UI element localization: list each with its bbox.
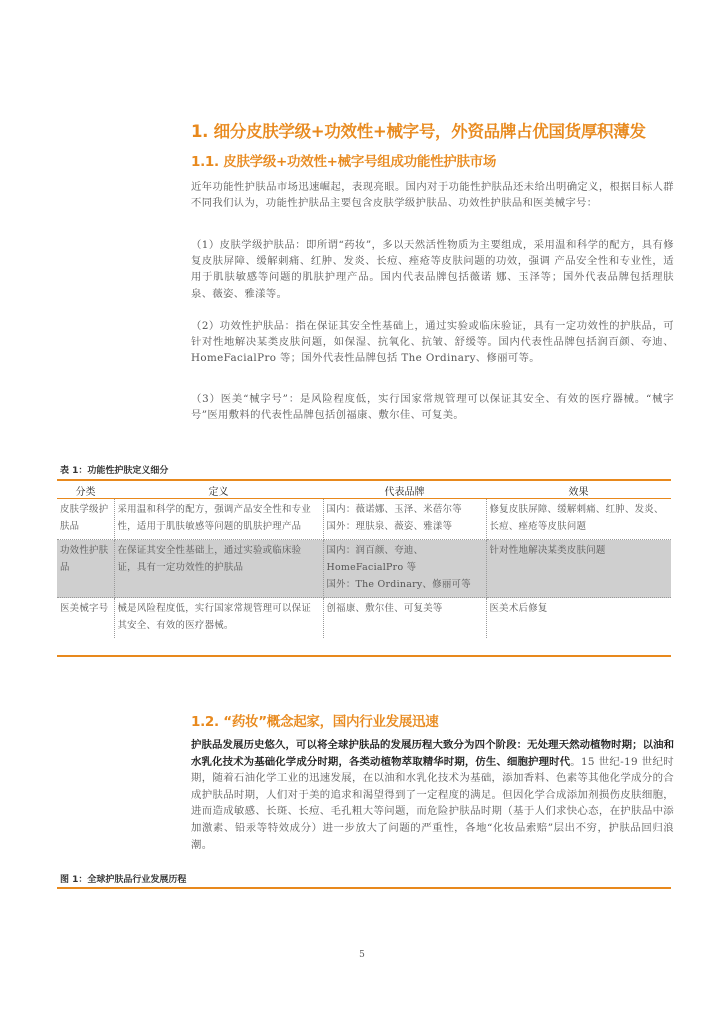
cell-category: 功效性护肤品 bbox=[57, 540, 114, 598]
section-heading-1-1: 1.1. 皮肤学级+功效性+械字号组成功能性护肤市场 bbox=[191, 154, 497, 170]
cell-brands bbox=[323, 540, 486, 598]
brands-domestic: 国内：润百颜、夸迪、HomeFacialPro 等 bbox=[326, 545, 424, 573]
cell-brands bbox=[323, 499, 486, 540]
cell-category: 皮肤学级护肤品 bbox=[57, 499, 114, 540]
table-row bbox=[57, 540, 671, 598]
table-bottom-rule bbox=[57, 655, 671, 657]
brands-domestic: 国内：薇诺娜、玉泽、米蓓尔等 bbox=[326, 504, 462, 515]
table-row bbox=[57, 499, 671, 540]
table-top-rule bbox=[57, 479, 671, 481]
table-header-row bbox=[57, 483, 671, 499]
history-paragraph bbox=[191, 737, 674, 853]
paragraph-functional: （2）功效性护肤品：指在保证其安全性基础上，通过实验或临床验证，具有一定功效性的护肤品，可针对性地解决某类皮肤问题，如保湿、抗氧化、抗皱、舒缓等。国内代表性品牌包括润百颜、夸迪、HomeFacialPro 等；国外代表性品牌包括 The Ordinary、修丽可等。 bbox=[191, 320, 674, 365]
table-header-brands: 代表品牌 bbox=[323, 483, 486, 499]
cell-category: 医美械字号 bbox=[57, 598, 114, 639]
cell-definition: 采用温和科学的配方，强调产品安全性和专业性，适用于肌肤敏感等问题的肌肤护理产品 bbox=[114, 499, 323, 540]
paragraph-medical-device: （3）医美“械字号”：是风险程度低，实行国家常规管理可以保证其安全、有效的医疗器械。“械字号”医用敷料的代表性品牌包括创福康、敷尔佳、可复美。 bbox=[191, 393, 674, 422]
cell-definition: 在保证其安全性基础上，通过实验或临床验证，具有一定功效性的护肤品 bbox=[114, 540, 323, 598]
brands-domestic: 创福康、敷尔佳、可复美等 bbox=[326, 603, 443, 614]
table-row bbox=[57, 598, 671, 639]
cell-effect: 针对性地解决某类皮肤问题 bbox=[486, 540, 671, 598]
cell-effect: 医美术后修复 bbox=[489, 603, 548, 614]
table-header-category: 分类 bbox=[57, 483, 114, 499]
brands-foreign: 国外：The Ordinary、修丽可等 bbox=[326, 579, 471, 590]
table-header-effect: 效果 bbox=[486, 483, 671, 499]
paragraph-dermatological: （1）皮肤学级护肤品：即所谓“药妆”，多以天然活性物质为主要组成，采用温和科学的配方，具有修复皮肤屏障、缓解刺痛、红肿、发炎、长痘、痤疮等皮肤问题的功效，强调 产品安全性和专业性，适用于肌肤敏感等问题的肌肤护理产品。国内代表品牌包括薇诺 娜、玉泽等；国外代表品牌包括理肤泉、薇姿、雅漾等。 bbox=[191, 239, 674, 300]
cell-brands bbox=[323, 598, 486, 639]
table-title: 表 1：功能性护肤定义细分 bbox=[60, 466, 169, 476]
section-heading-1: 1. 细分皮肤学级+功效性+械字号，外资品牌占优国货厚积薄发 bbox=[191, 122, 646, 141]
brands-foreign: 国外：理肤泉、薇姿、雅漾等 bbox=[326, 521, 453, 532]
cell-definition: 械是风险程度低，实行国家常规管理可以保证其安全、有效的医疗器械。 bbox=[114, 598, 323, 639]
section-heading-1-2: 1.2. “药妆”概念起家，国内行业发展迅速 bbox=[191, 714, 439, 730]
page-number: 5 bbox=[359, 950, 365, 960]
table-header-definition: 定义 bbox=[114, 483, 323, 499]
history-body: 。15 世纪-19 世纪时期，随着石油化学工业的迅速发展，在以油和水乳化技术为基础，添加香料、色素等其他化学成分的合成护肤品时期，人们对于美的追求和渴望得到了一定程度的满足。但因化学合成添加剂损伤皮肤细胞，进而造成敏感、长斑、长痘、毛孔粗大等问题，而危险护肤品时期（基于人们求快心态，在护肤品中添加激素、铅汞等特效成分）进一步放大了问题的严重性，各地“化妆品索赔”层出不穷，护肤品回归浪潮。 bbox=[191, 755, 674, 851]
history-lead-sentence: 护肤品发展历史悠久，可以将全球护肤品的发展历程大致分为四个阶段：无处理天然动植物时期；以油和水乳化技术为基础化学成分时期，各类动植物萃取精华时期，仿生、细胞护理时代 bbox=[191, 739, 674, 768]
definition-table bbox=[57, 483, 671, 638]
figure-rule bbox=[57, 887, 671, 889]
figure-title: 图 1：全球护肤品行业发展历程 bbox=[60, 875, 187, 885]
cell-effect: 修复皮肤屏障、缓解刺痛、红肿、发炎、长痘、痤疮等皮肤问题 bbox=[486, 499, 671, 540]
intro-paragraph: 近年功能性护肤品市场迅速崛起，表现亮眼。国内对于功能性护肤品还未给出明确定义，根据目标人群不同我们认为，功能性护肤品主要包含皮肤学级护肤品、功效性护肤品和医美械字号： bbox=[191, 181, 674, 210]
